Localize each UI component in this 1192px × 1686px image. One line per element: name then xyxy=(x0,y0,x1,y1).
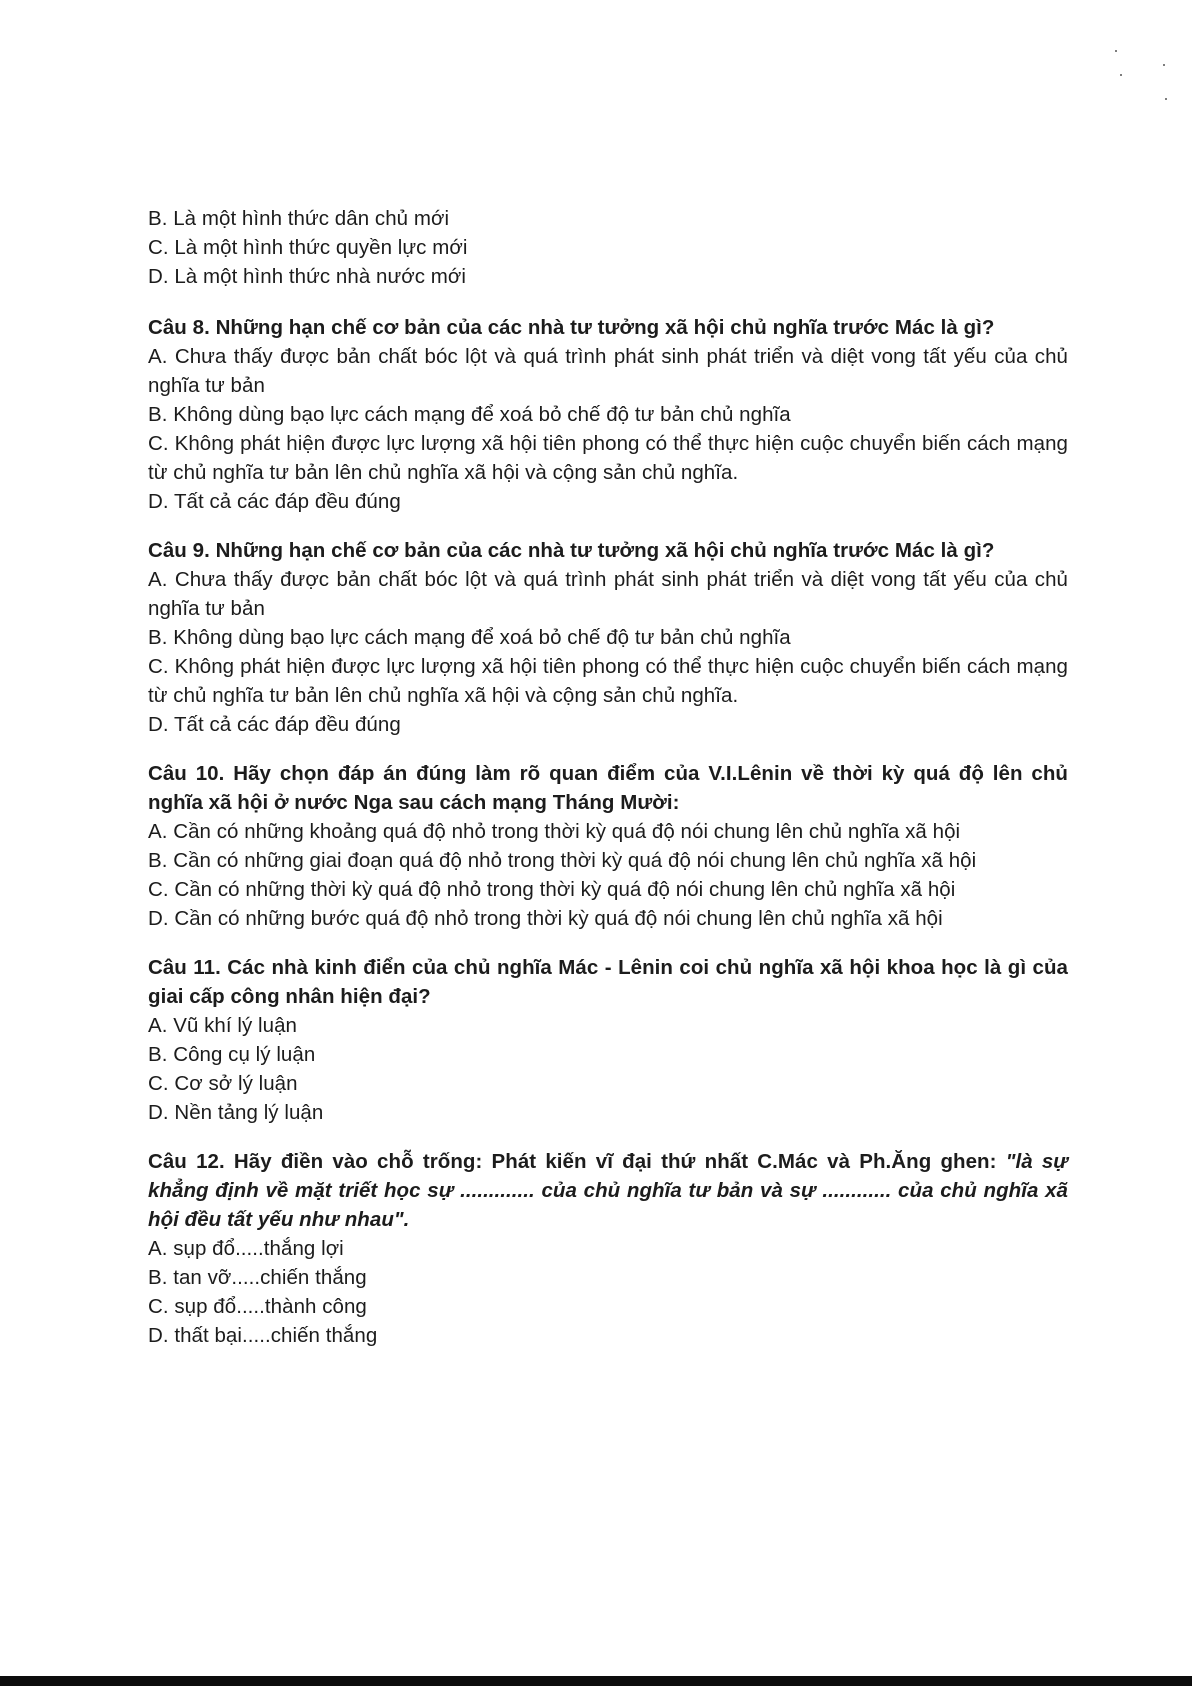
option-d: D. Nền tảng lý luận xyxy=(148,1101,324,1124)
option-d: D. Tất cả các đáp đều đúng xyxy=(148,490,401,513)
question-8 xyxy=(148,313,1068,516)
scan-bottom-edge xyxy=(0,1676,1192,1686)
option-a: A. Chưa thấy được bản chất bóc lột và quá trình phát sinh phát triển và diệt vong tất yếu của chủ nghĩa tư bản xyxy=(148,568,1068,620)
option-c: C. Không phát hiện được lực lượng xã hội tiên phong có thể thực hiện cuộc chuyển biến cách mạng từ chủ nghĩa tư bản lên chủ nghĩa xã hội và cộng sản chủ nghĩa. xyxy=(148,432,1068,484)
question-title: Câu 9. Những hạn chế cơ bản của các nhà tư tưởng xã hội chủ nghĩa trước Mác là gì? xyxy=(148,539,995,562)
option-c: C. Không phát hiện được lực lượng xã hội tiên phong có thể thực hiện cuộc chuyển biến cách mạng từ chủ nghĩa tư bản lên chủ nghĩa xã hội và cộng sản chủ nghĩa. xyxy=(148,655,1068,707)
question-title-quote: "là sự khẳng định về mặt triết học sự ............. của chủ nghĩa tư bản và sự ............ của chủ nghĩa xã hội đều tất yếu như nhau". xyxy=(148,1150,1068,1231)
option-d: D. thất bại.....chiến thắng xyxy=(148,1324,378,1347)
option-c: C. Là một hình thức quyền lực mới xyxy=(148,236,468,259)
option-b: B. Không dùng bạo lực cách mạng để xoá bỏ chế độ tư bản chủ nghĩa xyxy=(148,626,791,649)
question-title xyxy=(148,1147,1068,1234)
question-10 xyxy=(148,759,1068,933)
option-a: A. Chưa thấy được bản chất bóc lột và quá trình phát sinh phát triển và diệt vong tất yếu của chủ nghĩa tư bản xyxy=(148,345,1068,397)
question-title: Câu 11. Các nhà kinh điển của chủ nghĩa Mác - Lênin coi chủ nghĩa xã hội khoa học là gì của giai cấp công nhân hiện đại? xyxy=(148,956,1068,1008)
option-c: C. sụp đổ.....thành công xyxy=(148,1295,367,1318)
scan-speck xyxy=(1165,98,1167,100)
question-title: Câu 8. Những hạn chế cơ bản của các nhà tư tưởng xã hội chủ nghĩa trước Mác là gì? xyxy=(148,316,995,339)
option-d: D. Tất cả các đáp đều đúng xyxy=(148,713,401,736)
option-b: B. Công cụ lý luận xyxy=(148,1043,316,1066)
document-content xyxy=(148,204,1068,1370)
question-11 xyxy=(148,953,1068,1127)
option-a: A. sụp đổ.....thắng lợi xyxy=(148,1237,344,1260)
scan-speck xyxy=(1163,64,1165,66)
question-title-plain: Câu 12. Hãy điền vào chỗ trống: Phát kiến vĩ đại thứ nhất C.Mác và Ph.Ăng ghen: xyxy=(148,1150,1006,1173)
scan-speck xyxy=(1120,74,1122,76)
option-d: D. Là một hình thức nhà nước mới xyxy=(148,265,467,288)
option-b: B. Không dùng bạo lực cách mạng để xoá bỏ chế độ tư bản chủ nghĩa xyxy=(148,403,791,426)
question-12 xyxy=(148,1147,1068,1350)
option-a: A. Cần có những khoảng quá độ nhỏ trong thời kỳ quá độ nói chung lên chủ nghĩa xã hội xyxy=(148,820,961,843)
option-d: D. Cần có những bước quá độ nhỏ trong thời kỳ quá độ nói chung lên chủ nghĩa xã hội xyxy=(148,907,943,930)
question-9 xyxy=(148,536,1068,739)
option-b: B. Cần có những giai đoạn quá độ nhỏ trong thời kỳ quá độ nói chung lên chủ nghĩa xã hội xyxy=(148,849,977,872)
option-c: C. Cơ sở lý luận xyxy=(148,1072,298,1095)
scan-speck xyxy=(1115,50,1117,52)
option-c: C. Cần có những thời kỳ quá độ nhỏ trong thời kỳ quá độ nói chung lên chủ nghĩa xã hội xyxy=(148,878,956,901)
option-b: B. Là một hình thức dân chủ mới xyxy=(148,207,450,230)
option-a: A. Vũ khí lý luận xyxy=(148,1014,297,1037)
option-b: B. tan vỡ.....chiến thắng xyxy=(148,1266,367,1289)
previous-question-options xyxy=(148,204,1068,291)
question-title: Câu 10. Hãy chọn đáp án đúng làm rõ quan điểm của V.I.Lênin về thời kỳ quá độ lên chủ nghĩa xã hội ở nước Nga sau cách mạng Tháng Mười: xyxy=(148,762,1068,814)
